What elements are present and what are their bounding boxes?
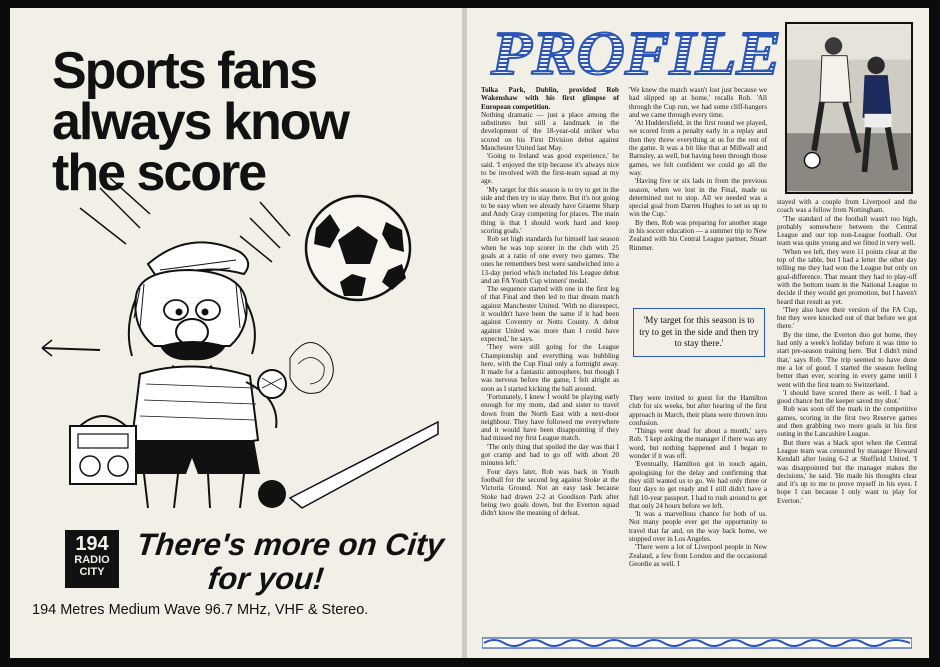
article-paragraph: 'Going to Ireland was good experience,' he said. 'I enjoyed the trip because it's always nice to be involved with the first-team squad at my age.: [481, 152, 619, 186]
article-paragraph: The sequence started with one in the first leg of that Final and then led to that dream match against Manchester United. 'With no disrespect, it wouldn't have been the same if it had been against Coventry or Notts County. A debut against United was more than I could have expected,' he says.: [481, 285, 619, 343]
headline-line: the score: [52, 144, 266, 202]
article-column-2-top: [629, 86, 767, 252]
article-column-1: [481, 86, 619, 517]
advert-headline: [52, 42, 348, 202]
slogan-line: for you!: [206, 561, 326, 596]
article-paragraph: 'The only thing that spoiled the day was that I got cramp and had to go off with about 20 minutes left.': [481, 442, 619, 468]
radio-icon: [70, 416, 136, 484]
article-paragraph: They were invited to guest for the Hamilton club for six weeks, but after hearing of the first approach in March, their plans were thrown into confusion.: [629, 394, 767, 427]
article-paragraph: 'They also have their version of the FA Cup, but they were knocked out of that before we got there.': [777, 305, 917, 331]
article-paragraph: 'Eventually, Hamilton got in touch again, apologising for the delay and confirming that they still wanted us to go. We had only three or four days to get ready and I still didn't have a full 10-year passport. I had to rush around to get that only 24 hours before we left.: [629, 460, 767, 510]
article-paragraph: 'At Huddersfield, in the first round we played, we scored from a penalty early in a replay and then they threw everything at us for the rest of the game. It was a bit like that at Millwall and Barnsley, as well, but having been through those games, we felt confident we could go all the way.: [629, 119, 767, 177]
article-paragraph: Nothing dramatic — just a place among the substitutes but still a landmark in the development of the 18-year-old striker who scored on his First Division debut against Manchester United last May.: [481, 110, 619, 153]
article-paragraph: 'When we left, they were 11 points clear at the top of the table, but I had a letter the other day telling me they had won the League but only on goal-difference. That meant they had to play-off with the bottom team in the National League to decide if they would get promotion, but I haven't heard that result as yet.: [777, 247, 917, 306]
logo-text: RADIO: [74, 554, 110, 566]
radio-city-logo: [65, 530, 119, 588]
article-paragraph: 'Having five or six lads in from the previous season, when we lost in the Final, made us determined not to stop. All we needed was a special goal from Darren Hughes to set us up to win the Cup.': [629, 177, 767, 219]
article-paragraph: 'I should have scored there as well. I had a good chance but the keeper saved my shot.': [777, 388, 917, 406]
slogan-line: There's more on City: [135, 527, 446, 562]
article-paragraph: Rob was soon off the mark in the competitive games, scoring in the first two Reserve games and then grabbing two more goals in his first outing in the Lancashire League.: [777, 405, 917, 439]
banner-title: PROFILE: [489, 20, 781, 84]
frequency-line: 194 Metres Medium Wave 96.7 MHz, VHF & Stereo.: [32, 602, 369, 618]
football-icon: [306, 196, 410, 300]
player-action-photo: [785, 22, 913, 194]
article-paragraph: 'We knew the match wasn't lost just because we had slipped up at home,' recalls Rob. 'All through the Cup run, we had some cliff-hangers and we came through every time.: [629, 86, 767, 119]
article-paragraph: By then, Rob was preparing for another stage in his soccer education — a summer trip to New Zealand with his Central League partner, Stuart Rimmer.: [629, 218, 767, 252]
left-page-advert: [10, 8, 462, 658]
right-page-article: [467, 8, 929, 658]
logo-text: CITY: [79, 566, 105, 578]
article-paragraph: But there was a black spot when the Central League team was censured by manager Howard Kendall after losing 6-2 at Sheffield United. 'I was disappointed but the manager makes the decisions,' he said. 'He made his thoughts clear and it's up to me to prove myself in his eyes. I hope I can because I only want to play for Everton.': [777, 438, 917, 505]
profile-banner: [485, 18, 785, 84]
article-paragraph: 'The standard of the football wasn't too high, probably somewhere between the Central League and our top non-League football. Our team was quite young and we fitted in very well.: [777, 214, 917, 248]
headline-line: always know: [52, 93, 348, 151]
advert-slogan: [131, 527, 446, 596]
article-paragraph: 'Fortunately, I knew I would be playing early enough for my mom, dad and sister to travel down from the North East with a next-door neighbour. They have followed me everywhere and it would have been disappointing if they had missed my first League match.: [481, 392, 619, 443]
article-lead: Tolka Park, Dublin, provided Rob Wakenshaw with his first glimpse of European competition.: [481, 86, 619, 111]
article-paragraph: 'They were still going for the League Championship and everything was bubbling here, with the Cup Final only a fortnight away. It made for a fantastic atmosphere, but though I was nervous before the game, I felt alright as soon as I started kicking the ball around.: [481, 343, 619, 393]
pull-quote: 'My target for this season is to try to get in the side and then try to stay there.': [633, 308, 765, 357]
article-paragraph: 'Things went dead for about a month,' says Rob. 'I kept asking the manager if there was any word, but nothing happened and I began to wonder if it was off.: [629, 427, 767, 461]
headline-line: Sports fans: [52, 42, 317, 100]
article-paragraph: stayed with a couple from Liverpool and the coach was a fellow from Nottingham.: [777, 198, 917, 215]
article-paragraph: 'My target for this season is to try to get in the side and then try to stay there. But it's not going to be easy when we already have Graeme Sharp and Andy Gray competing for places. The main thing is that I should work hard and keep scoring goals.': [481, 185, 619, 236]
article-paragraph: 'There were a lot of Liverpool people in New Zealand, a few from London and the occasional Geordie as well. I: [629, 543, 767, 568]
article-column-3: [777, 198, 917, 505]
footballer-cartoon-illustration: [40, 178, 440, 518]
logo-number: 194: [75, 533, 109, 555]
article-paragraph: By the time, the Everton duo got home, they had only a week's holiday before it was time to start pre-season training here. 'But I didn't mind that,' says Rob. 'The trip seemed to have done me a lot of good. I started the season feeling better than ever, scoring in every game until I went with the first team to Switzerland.: [777, 330, 917, 389]
footer-wave-bar: [482, 636, 912, 650]
article-paragraph: Rob set high standards for himself last season when he was top scorer in the club with 25 goals at a ratio of one every two games. The ones he remembers best were sandwiched into a 13-day period which included his League debut and an FA Youth Cup winners' medal.: [481, 235, 619, 285]
article-column-2-bottom: [629, 394, 767, 568]
article-paragraph: 'It was a marvellous chance for both of us. Not many people ever get the opportunity to travel that far and, on the way back home, we stopped over in Los Angeles.: [629, 510, 767, 544]
article-paragraph: Four days later, Rob was back in Youth football for the second leg against Stoke at the Victoria Ground. Not an easy task because Stoke had drawn 2-2 at Goodison Park after being two goals down, but the Everton squad didn't know the meaning of defeat.: [481, 467, 619, 518]
